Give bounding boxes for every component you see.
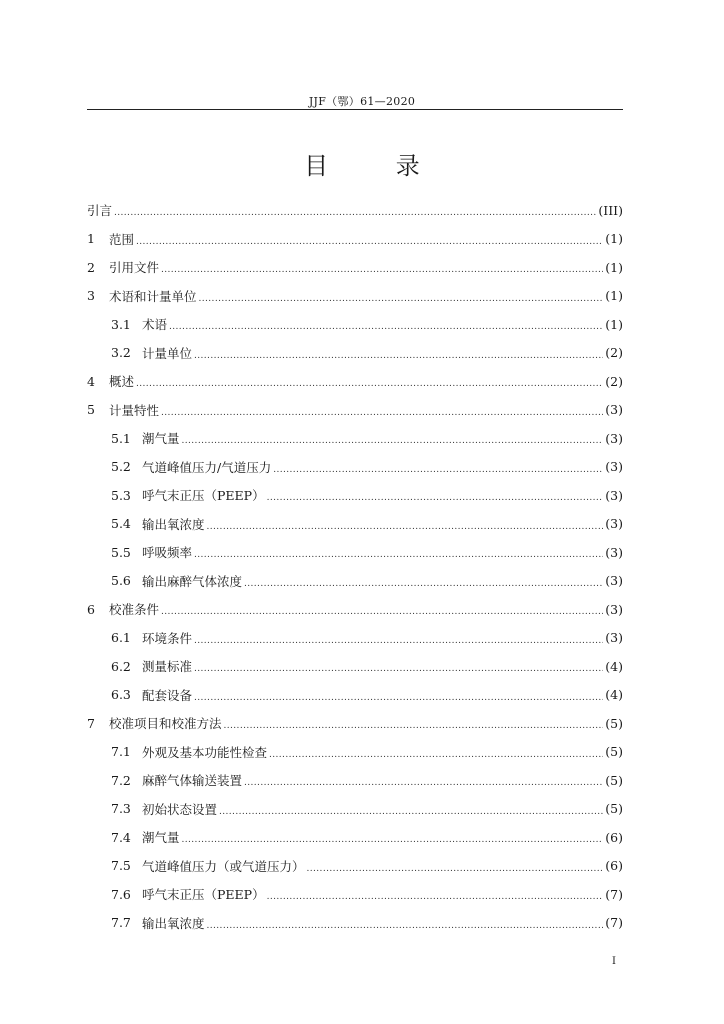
toc-entry-label: 环境条件 [142,630,193,646]
toc-entry-page: (3) [605,402,623,418]
toc-entry-number: 6.2 [111,658,131,674]
toc-leader-dots [267,892,604,902]
toc-entry[interactable] [87,823,623,852]
toc-leader-dots [244,778,603,788]
toc-leader-dots [161,607,603,617]
page-title: 目 录 [304,152,450,180]
toc-entry[interactable] [87,367,623,396]
toc-entry[interactable] [87,253,623,282]
toc-entry-label: 概述 [109,374,135,390]
toc-entry-label: 气道峰值压力（或气道压力） [142,858,305,874]
toc-entry-number: 5.1 [111,430,131,446]
toc-entry[interactable] [87,481,623,510]
toc-entry-label: 初始状态设置 [142,801,218,817]
header-divider [87,109,623,110]
toc-entry-label: 术语 [142,317,168,333]
toc-entry-page: (4) [605,658,623,674]
toc-entry-page: (1) [605,259,623,275]
toc-entry[interactable] [87,424,623,453]
toc-leader-dots [194,550,603,560]
toc-entry-label: 输出麻醉气体浓度 [142,573,243,589]
toc-entry[interactable] [87,909,623,938]
toc-entry[interactable] [87,880,623,909]
table-of-contents [87,196,623,937]
toc-entry[interactable] [87,339,623,368]
toc-entry-label: 引言 [87,203,113,219]
toc-entry[interactable] [87,624,623,653]
toc-entry[interactable] [87,310,623,339]
toc-entry[interactable] [87,652,623,681]
toc-entry-number: 7.3 [111,801,131,817]
toc-entry[interactable] [87,453,623,482]
toc-leader-dots [224,721,604,731]
toc-entry-label: 术语和计量单位 [109,288,197,304]
toc-entry-label: 气道峰值压力/气道压力 [142,459,272,475]
toc-entry-page: (3) [605,601,623,617]
toc-entry-number: 5 [87,402,95,418]
toc-entry-label: 计量单位 [142,345,193,361]
toc-entry-number: 2 [87,259,95,275]
toc-entry-number: 5.4 [111,516,131,532]
toc-entry-page: (3) [605,630,623,646]
toc-leader-dots [207,921,604,931]
toc-leader-dots [194,636,603,646]
toc-entry-number: 4 [87,373,95,389]
toc-entry-page: (2) [605,345,623,361]
toc-entry-number: 5.6 [111,573,131,589]
toc-entry-number: 3.2 [111,345,131,361]
toc-leader-dots [161,265,603,275]
toc-entry-page: (5) [605,715,623,731]
toc-leader-dots [207,522,604,532]
toc-leader-dots [244,579,603,589]
toc-entry-page: (1) [605,288,623,304]
toc-entry-label: 输出氧浓度 [142,915,205,931]
toc-entry-page: (7) [605,886,623,902]
toc-entry-page: (3) [605,544,623,560]
toc-entry[interactable] [87,510,623,539]
toc-entry-label: 校准项目和校准方法 [109,716,222,732]
toc-entry-number: 5.5 [111,544,131,560]
toc-entry[interactable] [87,766,623,795]
toc-entry-label: 测量标准 [142,659,193,675]
toc-entry-label: 外观及基本功能性检查 [142,744,268,760]
toc-entry-label: 潮气量 [142,830,180,846]
toc-entry-number: 7.1 [111,744,131,760]
toc-leader-dots [269,750,603,760]
toc-entry-number: 6.1 [111,630,131,646]
toc-entry-label: 呼气末正压（PEEP） [142,887,265,903]
toc-leader-dots [199,294,604,304]
toc-entry[interactable] [87,595,623,624]
toc-leader-dots [114,208,596,218]
toc-entry-number: 3.1 [111,316,131,332]
toc-entry-page: (6) [605,858,623,874]
toc-entry-page: (5) [605,772,623,788]
toc-entry-page: (7) [605,915,623,931]
toc-entry-number: 5.2 [111,459,131,475]
toc-entry[interactable] [87,225,623,254]
toc-entry[interactable] [87,738,623,767]
toc-entry-number: 3 [87,288,95,304]
toc-entry-page: (3) [605,516,623,532]
toc-entry-page: (3) [605,487,623,503]
toc-entry-page: (1) [605,231,623,247]
toc-entry-label: 范围 [109,231,135,247]
toc-entry-label: 引用文件 [109,260,160,276]
toc-entry-number: 7 [87,715,95,731]
toc-entry-page: (5) [605,744,623,760]
toc-leader-dots [194,664,603,674]
toc-leader-dots [273,465,603,475]
document-code: JJF（鄂）61—2020 [308,95,416,108]
toc-entry[interactable] [87,196,623,225]
toc-entry-page: (1) [605,316,623,332]
toc-entry-page: (3) [605,430,623,446]
toc-entry-number: 7.7 [111,915,131,931]
toc-entry-label: 校准条件 [109,602,160,618]
toc-leader-dots [307,864,604,874]
page-number: I [612,956,616,967]
toc-entry-label: 计量特性 [109,402,160,418]
toc-leader-dots [136,237,603,247]
toc-entry-number: 6.3 [111,687,131,703]
toc-entry[interactable] [87,396,623,425]
toc-entry-page: (III) [598,202,623,218]
toc-entry[interactable] [87,282,623,311]
toc-entry[interactable] [87,852,623,881]
toc-leader-dots [161,408,603,418]
toc-leader-dots [136,379,603,389]
toc-entry-number: 5.3 [111,487,131,503]
toc-entry-number: 7.6 [111,886,131,902]
toc-entry-page: (3) [605,459,623,475]
toc-leader-dots [267,493,604,503]
toc-leader-dots [182,835,604,845]
toc-leader-dots [182,436,604,446]
toc-entry-page: (2) [605,373,623,389]
toc-entry-page: (6) [605,829,623,845]
toc-entry-label: 呼吸频率 [142,545,193,561]
toc-leader-dots [219,807,603,817]
toc-entry-label: 配套设备 [142,687,193,703]
toc-entry-number: 7.5 [111,858,131,874]
toc-leader-dots [169,322,603,332]
toc-leader-dots [194,693,603,703]
toc-entry-number: 1 [87,231,95,247]
toc-entry-label: 麻醉气体输送装置 [142,773,243,789]
toc-entry[interactable] [87,709,623,738]
toc-entry[interactable] [87,538,623,567]
toc-leader-dots [194,351,603,361]
toc-entry[interactable] [87,567,623,596]
toc-entry-number: 6 [87,601,95,617]
toc-entry[interactable] [87,681,623,710]
toc-entry-number: 7.2 [111,772,131,788]
toc-entry-page: (3) [605,573,623,589]
toc-entry-label: 呼气末正压（PEEP） [142,488,265,504]
toc-entry-page: (5) [605,801,623,817]
toc-entry-label: 输出氧浓度 [142,516,205,532]
toc-entry[interactable] [87,795,623,824]
toc-entry-label: 潮气量 [142,431,180,447]
toc-entry-page: (4) [605,687,623,703]
toc-entry-number: 7.4 [111,829,131,845]
